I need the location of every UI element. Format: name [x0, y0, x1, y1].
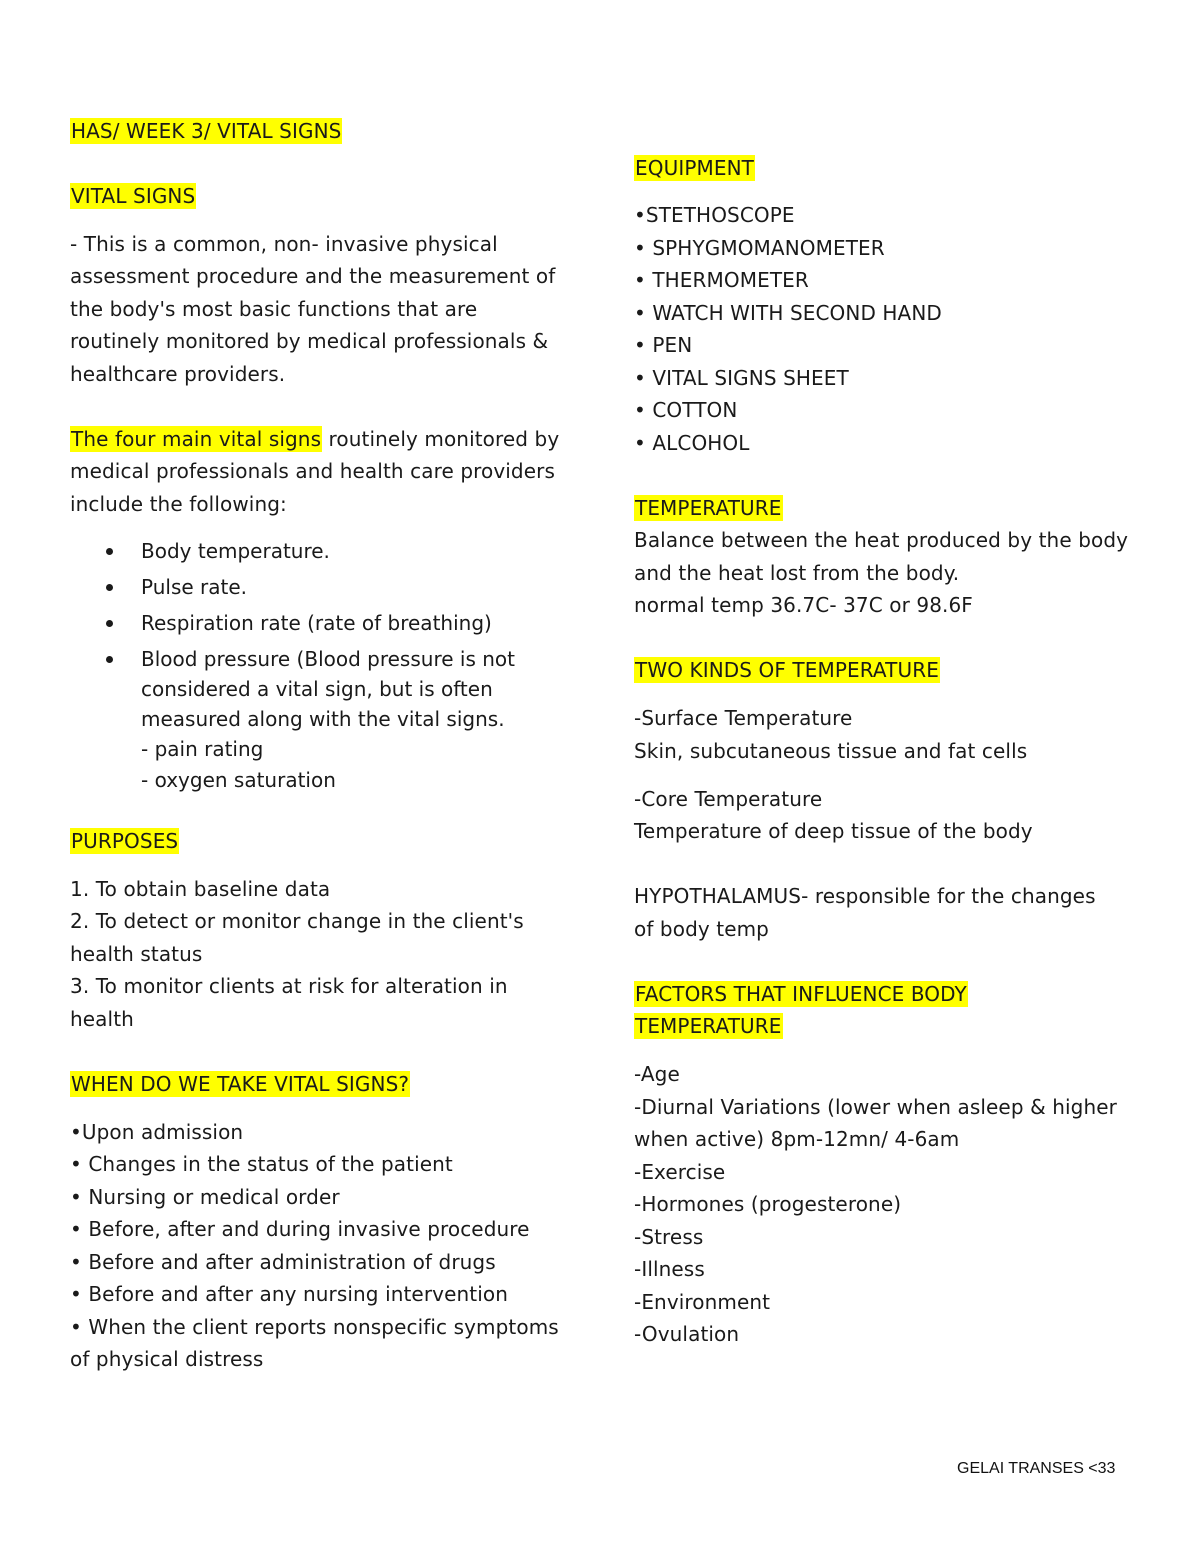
list-item: •STETHOSCOPE — [634, 203, 795, 227]
purposes-heading: PURPOSES — [71, 829, 179, 853]
text-line: medical professionals and health care providers — [70, 459, 555, 483]
four-main-highlight: The four main vital signs — [71, 427, 322, 451]
list-item: • SPHYGMOMANOMETER — [634, 236, 885, 260]
list-item: -Hormones (progesterone) — [634, 1192, 902, 1216]
list-item: • PEN — [634, 333, 693, 357]
text-line: • Before and after administration of drugs — [70, 1250, 496, 1274]
text-line: • Before and after any nursing intervention — [70, 1282, 508, 1306]
list-item-continuation: measured along with the vital signs. — [141, 707, 505, 731]
text-line: routinely monitored by medical professionals & — [70, 329, 549, 353]
text-line: Temperature of deep tissue of the body — [634, 819, 1033, 843]
list-item: -Ovulation — [634, 1322, 740, 1346]
text-line — [70, 423, 559, 456]
text-line: FACTORS THAT INFLUENCE BODY — [635, 982, 967, 1006]
list-subitem: - pain rating — [141, 737, 264, 761]
text-line: HYPOTHALAMUS- responsible for the changes — [634, 884, 1096, 908]
text-line: -Core Temperature — [634, 787, 823, 811]
text-line: - This is a common, non- invasive physical — [70, 232, 498, 256]
doc-title: HAS/ WEEK 3/ VITAL SIGNS — [71, 119, 342, 143]
text-line: 3. To monitor clients at risk for alteration in — [70, 974, 508, 998]
text-line: include the following: — [70, 492, 287, 516]
list-item: -Age — [634, 1062, 680, 1086]
list-item: • ALCOHOL — [634, 431, 750, 455]
list-item: • WATCH WITH SECOND HAND — [634, 301, 942, 325]
four-main-rest: routinely monitored by — [322, 427, 560, 451]
list-item: • THERMOMETER — [634, 268, 809, 292]
equipment-heading: EQUIPMENT — [635, 156, 754, 180]
text-line: Balance between the heat produced by the body — [634, 528, 1129, 552]
text-line: Skin, subcutaneous tissue and fat cells — [634, 739, 1028, 763]
list-item: • VITAL SIGNS SHEET — [634, 366, 849, 390]
when-heading: WHEN DO WE TAKE VITAL SIGNS? — [71, 1072, 410, 1096]
vital-signs-heading: VITAL SIGNS — [71, 184, 196, 208]
text-line: • When the client reports nonspecific symptoms — [70, 1315, 559, 1339]
bullet-icon — [106, 656, 113, 663]
two-kinds-heading: TWO KINDS OF TEMPERATURE — [635, 658, 939, 682]
list-item: Blood pressure (Blood pressure is not — [141, 647, 515, 671]
text-line: • Changes in the status of the patient — [70, 1152, 453, 1176]
text-line: and the heat lost from the body. — [634, 561, 960, 585]
text-line: normal temp 36.7C- 37C or 98.6F — [634, 593, 973, 617]
text-line: • Before, after and during invasive procedure — [70, 1217, 530, 1241]
text-line: 2. To detect or monitor change in the client's — [70, 909, 524, 933]
list-item: -Stress — [634, 1225, 704, 1249]
bullet-icon — [106, 620, 113, 627]
list-subitem: - oxygen saturation — [141, 768, 336, 792]
list-item: -Environment — [634, 1290, 771, 1314]
text-line: •Upon admission — [70, 1120, 244, 1144]
text-line: assessment procedure and the measurement of — [70, 264, 556, 288]
text-line: 1. To obtain baseline data — [70, 877, 331, 901]
text-line: of physical distress — [70, 1347, 264, 1371]
text-line: healthcare providers. — [70, 362, 286, 386]
text-line: -Surface Temperature — [634, 706, 853, 730]
bullet-icon — [106, 548, 113, 555]
text-line: the body's most basic functions that are — [70, 297, 478, 321]
bullet-icon — [106, 584, 113, 591]
list-item: • COTTON — [634, 398, 738, 422]
text-line: health status — [70, 942, 203, 966]
list-item: -Diurnal Variations (lower when asleep & higher — [634, 1095, 1117, 1119]
list-item: Respiration rate (rate of breathing) — [141, 611, 492, 635]
list-item-continuation: considered a vital sign, but is often — [141, 677, 493, 701]
text-line: health — [70, 1007, 134, 1031]
text-line: TEMPERATURE — [635, 1014, 782, 1038]
list-item: Body temperature. — [141, 539, 330, 563]
page-footer: GELAI TRANSES <33 — [957, 1460, 1116, 1477]
text-line: of body temp — [634, 917, 769, 941]
list-item: Pulse rate. — [141, 575, 248, 599]
list-item-continuation: when active) 8pm-12mn/ 4-6am — [634, 1127, 960, 1151]
list-item: -Exercise — [634, 1160, 726, 1184]
text-line: • Nursing or medical order — [70, 1185, 340, 1209]
temperature-heading: TEMPERATURE — [635, 496, 782, 520]
list-item: -Illness — [634, 1257, 705, 1281]
